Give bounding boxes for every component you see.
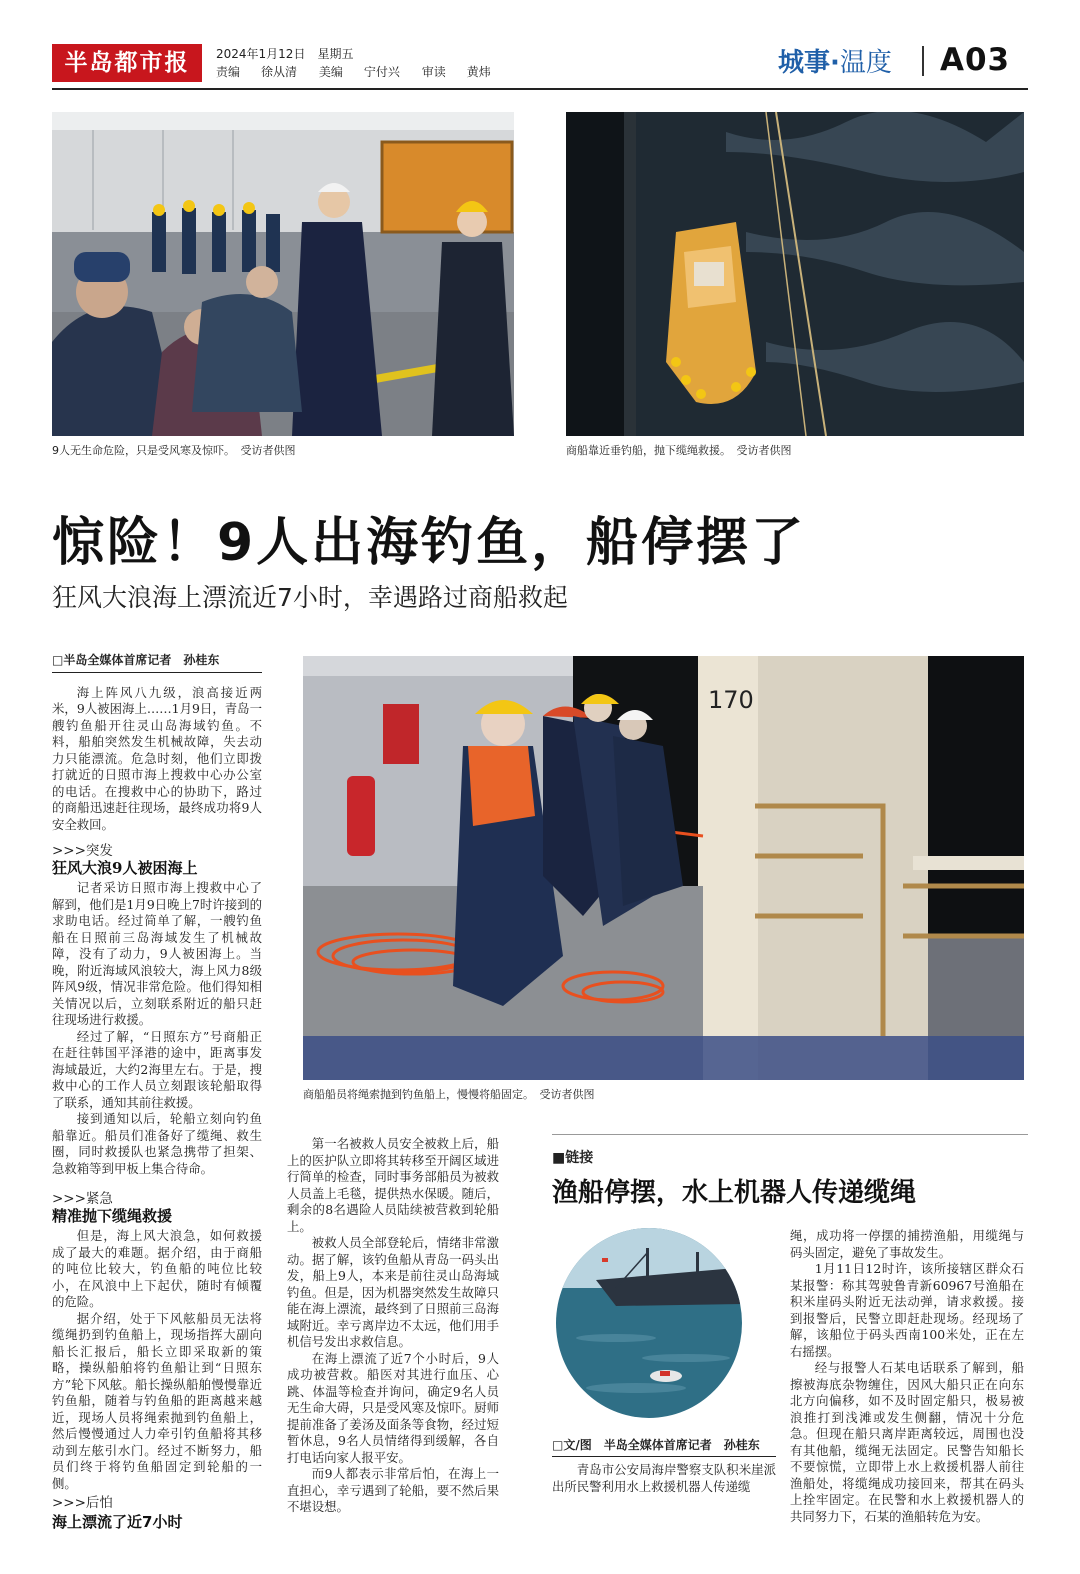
section-tag: >>>突发: [52, 843, 113, 859]
article-column-left: [52, 652, 262, 1492]
article-column-middle: [287, 1136, 499, 1516]
section-tag: >>>后怕: [52, 1495, 113, 1511]
paragraph: 被救人员全部登轮后，情绪非常激动。据了解，该钓鱼船从青岛一码头出发，船上9人，本来是前往灵山岛海域钓鱼。但是，因为机器突然发生故障只能在海上漂流，最终到了日照前三岛海域附近。幸亏离岸边不太远，他们用手机信号发出求救信息。: [287, 1235, 499, 1349]
byline: □半岛全媒体首席记者 孙桂东: [52, 652, 262, 673]
header-rule: [52, 88, 1028, 90]
paragraph: 但是，海上风大浪急，如何救援成了最大的难题。据介绍，由于商船的吨位比较大，钓鱼船的吨位比较小，在风浪中上下起伏，随时有倾覆的危险。: [52, 1228, 262, 1309]
section-heading: 狂风大浪9人被困海上: [52, 858, 198, 877]
sidebar-heading: 渔船停摆，水上机器人传递缆绳: [552, 1178, 917, 1208]
editor-credit: 美编 宁付兴: [318, 65, 400, 79]
paragraph: 在海上漂流了近7个小时后，9人成功被营救。船医对其进行血压、心跳、体温等检查并询问，确定9名人员无生命大碍，只是受风寒及惊吓。厨师提前准备了姜汤及面条等食物，经过短暂休息，9名人员情绪得到缓解，各自打电话向家人报平安。: [287, 1350, 499, 1465]
sidebar-byline: □文/图 半岛全媒体首席记者 孙桂东: [552, 1436, 776, 1457]
issue-date: 2024年1月12日 星期五: [216, 47, 354, 61]
section-heading: 海上漂流了近7小时: [52, 1513, 183, 1531]
article-lead: 海上阵风八九级，浪高接近两米，9人被困海上……1月9日，青岛一艘钓鱼船开往灵山岛海域钓鱼。不料，船舶突然发生机械故障，失去动力只能漂流。危急时刻，他们立即拨打就近的日照市海上搜救中心办公室的电话。在搜救中心的协助下，路过的商船迅速赶往现场，最终成功将9人安全救回。: [52, 684, 262, 832]
newspaper-logo: 半岛都市报: [52, 44, 202, 82]
paragraph: 经过了解，“日照东方”号商船正在赶往韩国平泽港的途中，距离事发海域最近，大约2海里左右。于是，搜救中心的工作人员立刻跟该轮船取得了联系，通知其前往救援。: [52, 1028, 262, 1110]
page-number: A03: [940, 42, 1011, 78]
paragraph: 接到通知以后，轮船立刻向钓鱼船靠近。船员们准备好了缆绳、救生圈，同时救援队也紧急携带了担架、急救箱等到甲板上集合待命。: [52, 1111, 262, 1176]
photo-caption: 商船船员将绳索抛到钓鱼船上，慢慢将船固定。 受访者供图: [303, 1088, 595, 1101]
editor-credit: 审读 黄炜: [421, 65, 491, 79]
sidebar-column-2: [790, 1228, 1024, 1525]
editor-credit: 责编 徐从清: [216, 65, 298, 79]
section-heading: 精准抛下缆绳救援: [52, 1206, 173, 1225]
section-3-header: [52, 1491, 262, 1536]
section-label: 城事·温度: [778, 48, 892, 78]
headline: 惊险！9人出海钓鱼，船停摆了: [52, 513, 807, 573]
sidebar-tag: ■链接: [552, 1150, 594, 1166]
photo-crew-hauling-rope: [303, 656, 1024, 1080]
section-tag: >>>紧急: [52, 1191, 113, 1207]
paragraph: 记者采访日照市海上搜救中心了解到，他们是1月9日晚上7时许接到的求助电话。经过简单了解，一艘钓鱼船在日照前三岛海域发生了机械故障，没有了动力，9人被困海上。当晚，附近海域风浪较大，海上风力8级阵风9级，情况非常危险。他们得知相关情况以后，立刻联系附近的船只赶往现场进行救援。: [52, 880, 262, 1027]
paragraph: 青岛市公安局海岸警察支队积米崖派出所民警利用水上救援机器人传递缆: [552, 1462, 776, 1494]
paragraph: 据介绍，处于下风舷船员无法将缆绳扔到钓鱼船上，现场指挥大副向船长汇报后，船长立即采取新的策略，操纵船舶将钓鱼船让到“日照东方”轮下风舷。船长操纵船舶慢慢靠近钓鱼船，随着与钓鱼船的距离越来越近，现场人员将绳索抛到钓鱼船上，然后慢慢通过人力牵引钓鱼船将其移动到左舷引水门。经过不断努力，船员们终于将钓鱼船固定到轮船的一侧。: [52, 1310, 262, 1491]
photo-rescue-robot: [556, 1228, 742, 1418]
paragraph: 第一名被救人员安全被救上后，船上的医护队立即将其转移至开阔区域进行简单的检查，同时事务部船员为被救人员盖上毛毯，提供热水保暖。随后，剩余的8名遇险人员陆续被营救到轮船上。: [287, 1136, 499, 1234]
paragraph: 绳，成功将一停摆的捕捞渔船，用缆绳与码头固定，避免了事故发生。: [790, 1228, 1024, 1260]
photo-caption: 商船靠近垂钓船，抛下缆绳救援。 受访者供图: [566, 444, 792, 457]
paragraph: 而9人都表示非常后怕，在海上一直担心，幸亏遇到了轮船，要不然后果不堪设想。: [287, 1466, 499, 1514]
divider: [922, 46, 924, 76]
photo-fishing-boat-aerial: [566, 112, 1024, 436]
sidebar-column-1: [552, 1462, 776, 1495]
sidebar-rule: [552, 1134, 1028, 1135]
paragraph: 经与报警人石某电话联系了解到，船擦被海底杂物缠住，因风大船只正在向东北方向偏移，如不及时固定船只，极易被浪推打到浅滩或发生侧翻，情况十分危急。但现在船只离岸距离较远，周围也没有其他船，缆绳无法固定。民警告知船长不要惊慌，立即带上水上救援机器人前往渔船处，将缆绳成功接回来，帮其在码头上拴牢固定。在民警和水上救援机器人的共同努力下，石某的渔船转危为安。: [790, 1360, 1024, 1524]
photo-caption: 9人无生命危险，只是受风寒及惊吓。 受访者供图: [52, 444, 296, 457]
photo-rescued-crew: [52, 112, 514, 436]
ship-number: 170: [708, 686, 754, 714]
paragraph: 1月11日12时许，该所接辖区群众石某报警：称其驾驶鲁青新60967号渔船在积米崖码头附近无法动弹，请求救援。接到报警后，民警立即赶赴现场。经现场了解，该船位于码头西南100米处，正在左右摇摆。: [790, 1261, 1024, 1359]
subheadline: 狂风大浪海上漂流近7小时，幸遇路过商船救起: [52, 583, 568, 612]
editor-credits: [216, 63, 509, 80]
